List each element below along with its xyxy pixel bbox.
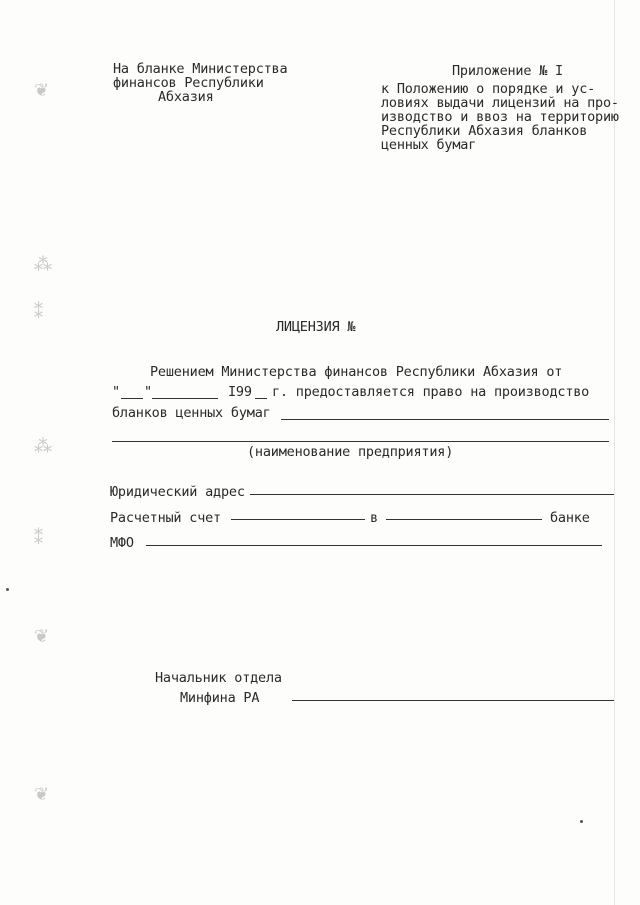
margin-dot	[6, 588, 9, 591]
enterprise-blank-2	[112, 441, 609, 442]
page-edge	[614, 0, 615, 905]
header-left-line: На бланке Министерства	[113, 61, 288, 77]
account-blank	[231, 519, 365, 520]
account-in: в	[370, 510, 378, 526]
date-quote-open: "	[112, 384, 120, 400]
margin-mark: ⁑	[34, 528, 43, 549]
date-quote-close: "	[144, 384, 152, 400]
bank-blank	[386, 519, 542, 520]
signature-title: Начальник отдела	[155, 670, 282, 686]
mfo-blank	[146, 545, 602, 546]
signature-title: Минфина РА	[180, 690, 260, 706]
appendix-line: изводство и ввоз на территорию	[381, 109, 619, 125]
appendix-title: Приложение № I	[452, 63, 563, 79]
account-bank: банке	[550, 510, 590, 526]
header-left-line: финансов Республики	[113, 75, 264, 91]
month-blank	[152, 398, 218, 399]
day-blank	[121, 398, 143, 399]
ink-dot	[580, 820, 583, 823]
margin-mark: ⁂	[34, 254, 52, 275]
date-year: I99	[228, 384, 252, 400]
header-left-line: Абхазия	[158, 89, 214, 105]
license-body-line: Решением Министерства финансов Республики Абхазия от	[150, 364, 563, 380]
appendix-line: ловиях выдачи лицензий на про-	[381, 95, 619, 111]
margin-mark: ❦	[34, 784, 50, 805]
appendix-line: Республики Абхазия бланков	[381, 123, 588, 139]
license-title: ЛИЦЕНЗИЯ №	[276, 319, 356, 335]
margin-mark: ❦	[34, 626, 50, 647]
mfo-label: МФО	[110, 535, 134, 551]
legal-address-label: Юридический адрес	[110, 484, 245, 500]
account-label: Расчетный счет	[110, 510, 221, 526]
margin-mark: ⁂	[34, 436, 52, 457]
signature-blank	[292, 700, 614, 701]
date-suffix: г. предоставляется право на производство	[272, 384, 590, 400]
legal-address-blank	[250, 494, 614, 495]
appendix-line: ценных бумаг	[381, 137, 477, 153]
year-blank	[255, 398, 267, 399]
enterprise-caption: (наименование предприятия)	[247, 444, 454, 460]
appendix-line: к Положению о порядке и ус-	[381, 81, 596, 97]
margin-mark: ⁑	[34, 302, 43, 323]
margin-mark: ❦	[34, 80, 50, 101]
enterprise-blank	[281, 419, 609, 420]
license-body-line: бланков ценных бумаг	[112, 405, 271, 421]
